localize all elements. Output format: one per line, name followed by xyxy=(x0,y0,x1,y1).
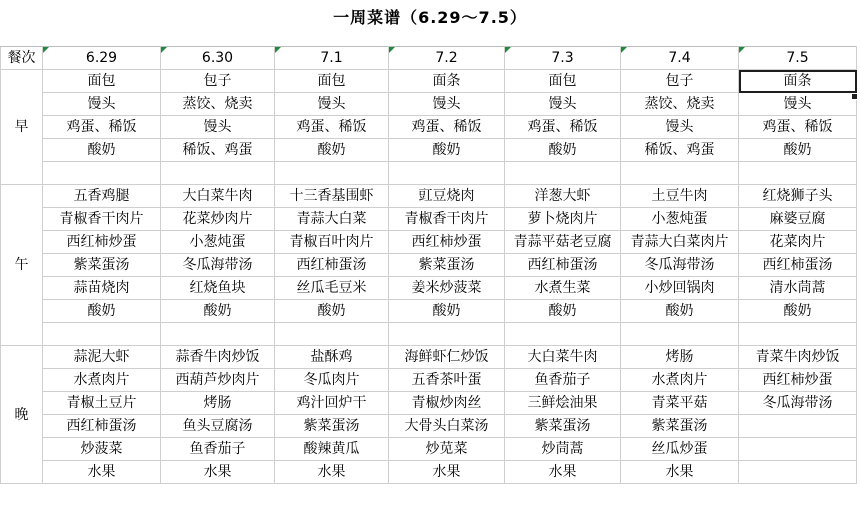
breakfast-row xyxy=(1,70,857,93)
dish-cell[interactable]: 青菜牛肉炒饭 xyxy=(739,346,857,369)
lunch-row xyxy=(1,300,857,323)
dish-cell[interactable]: 鸡蛋、稀饭 xyxy=(275,116,389,139)
dish-cell[interactable]: 西红柿蛋汤 xyxy=(275,254,389,277)
dish-cell[interactable]: 鸡蛋、稀饭 xyxy=(739,116,857,139)
selection-fill-handle[interactable] xyxy=(851,93,858,100)
dish-cell[interactable]: 酸奶 xyxy=(739,139,857,162)
breakfast-row xyxy=(1,116,857,139)
date-header-cell[interactable]: 7.1 xyxy=(275,47,389,70)
dish-cell[interactable]: 酸奶 xyxy=(43,300,161,323)
date-header-cell[interactable]: 7.4 xyxy=(621,47,739,70)
dish-cell[interactable]: 馒头 xyxy=(739,93,857,116)
page-title: 一周菜谱（6.29～7.5） xyxy=(333,8,527,27)
dish-cell[interactable]: 土豆牛肉 xyxy=(621,185,739,208)
dish-cell[interactable]: 鱼香茄子 xyxy=(161,438,275,461)
header-row xyxy=(1,47,857,70)
dish-cell[interactable] xyxy=(43,323,161,346)
dish-cell[interactable] xyxy=(389,323,505,346)
dish-cell[interactable] xyxy=(43,162,161,185)
dish-cell[interactable]: 水果 xyxy=(505,461,621,484)
dish-cell[interactable]: 青蒜大白菜 xyxy=(275,208,389,231)
dish-cell[interactable]: 西红柿炒蛋 xyxy=(389,231,505,254)
dish-cell[interactable]: 豇豆烧肉 xyxy=(389,185,505,208)
dish-cell[interactable]: 三鲜烩油果 xyxy=(505,392,621,415)
dish-cell[interactable] xyxy=(621,323,739,346)
dish-cell[interactable]: 青椒香干肉片 xyxy=(389,208,505,231)
dish-cell[interactable]: 稀饭、鸡蛋 xyxy=(621,139,739,162)
date-header-cell[interactable]: 6.29 xyxy=(43,47,161,70)
dish-cell[interactable]: 蒜香牛肉炒饭 xyxy=(161,346,275,369)
dish-cell[interactable]: 五香茶叶蛋 xyxy=(389,369,505,392)
dish-cell[interactable]: 水果 xyxy=(161,461,275,484)
dish-cell[interactable]: 花菜肉片 xyxy=(739,231,857,254)
lunch-row xyxy=(1,231,857,254)
dish-cell[interactable]: 蒜苗烧肉 xyxy=(43,277,161,300)
dish-cell[interactable]: 烤肠 xyxy=(621,346,739,369)
dish-cell[interactable]: 酸奶 xyxy=(161,300,275,323)
dish-cell[interactable]: 酸奶 xyxy=(621,300,739,323)
dish-cell[interactable]: 洋葱大虾 xyxy=(505,185,621,208)
dish-cell[interactable]: 酸奶 xyxy=(389,139,505,162)
dinner-row xyxy=(1,461,857,484)
dish-cell[interactable]: 紫菜蛋汤 xyxy=(275,415,389,438)
dish-cell[interactable]: 冬瓜海带汤 xyxy=(739,392,857,415)
dish-cell[interactable]: 小葱炖蛋 xyxy=(621,208,739,231)
dish-cell[interactable]: 五香鸡腿 xyxy=(43,185,161,208)
dish-cell[interactable] xyxy=(621,162,739,185)
dish-cell[interactable]: 酸奶 xyxy=(505,300,621,323)
dish-cell[interactable]: 水果 xyxy=(43,461,161,484)
dish-cell[interactable]: 水果 xyxy=(275,461,389,484)
dish-cell[interactable]: 紫菜蛋汤 xyxy=(621,415,739,438)
dish-cell[interactable] xyxy=(505,162,621,185)
dish-cell[interactable]: 清水茼蒿 xyxy=(739,277,857,300)
dish-cell[interactable]: 冬瓜海带汤 xyxy=(161,254,275,277)
dish-cell[interactable]: 大骨头白菜汤 xyxy=(389,415,505,438)
dish-cell[interactable]: 青椒香干肉片 xyxy=(43,208,161,231)
dish-cell[interactable]: 水煮肉片 xyxy=(621,369,739,392)
dish-cell[interactable] xyxy=(739,323,857,346)
dish-cell[interactable]: 红烧狮子头 xyxy=(739,185,857,208)
dish-cell[interactable]: 面条 xyxy=(739,70,857,93)
dish-cell[interactable]: 冬瓜肉片 xyxy=(275,369,389,392)
dinner-row xyxy=(1,415,857,438)
dish-cell[interactable]: 红烧鱼块 xyxy=(161,277,275,300)
dish-cell[interactable]: 蒸饺、烧卖 xyxy=(621,93,739,116)
dish-cell[interactable]: 小葱炖蛋 xyxy=(161,231,275,254)
dish-cell[interactable]: 青椒炒肉丝 xyxy=(389,392,505,415)
dish-cell[interactable] xyxy=(739,415,857,438)
date-header-cell[interactable]: 7.5 xyxy=(739,47,857,70)
dish-cell[interactable]: 面条 xyxy=(389,70,505,93)
dish-cell[interactable] xyxy=(739,438,857,461)
dish-cell[interactable]: 西红柿炒蛋 xyxy=(43,231,161,254)
dish-cell[interactable]: 面包 xyxy=(505,70,621,93)
lunch-row xyxy=(1,185,857,208)
dish-cell[interactable]: 酸奶 xyxy=(275,300,389,323)
dinner-row xyxy=(1,438,857,461)
dish-cell[interactable]: 馒头 xyxy=(621,116,739,139)
date-header-cell[interactable]: 7.2 xyxy=(389,47,505,70)
dish-cell[interactable]: 馒头 xyxy=(161,116,275,139)
dish-cell[interactable]: 大白菜牛肉 xyxy=(161,185,275,208)
dish-cell[interactable]: 面包 xyxy=(275,70,389,93)
breakfast-row xyxy=(1,93,857,116)
dish-cell[interactable]: 酸奶 xyxy=(389,300,505,323)
dish-cell[interactable]: 花菜炒肉片 xyxy=(161,208,275,231)
dish-cell[interactable]: 蒜泥大虾 xyxy=(43,346,161,369)
dish-cell[interactable]: 大白菜牛肉 xyxy=(505,346,621,369)
dish-cell[interactable]: 酸奶 xyxy=(739,300,857,323)
dish-cell[interactable]: 姜米炒菠菜 xyxy=(389,277,505,300)
dish-cell[interactable]: 西红柿蛋汤 xyxy=(43,415,161,438)
breakfast-label-cell[interactable]: 早 xyxy=(1,70,43,185)
dish-cell[interactable]: 蒸饺、烧卖 xyxy=(161,93,275,116)
dish-cell[interactable]: 鱼头豆腐汤 xyxy=(161,415,275,438)
dish-cell[interactable]: 鸡汁回炉干 xyxy=(275,392,389,415)
dish-cell[interactable]: 青蒜大白菜肉片 xyxy=(621,231,739,254)
dish-cell[interactable]: 馒头 xyxy=(275,93,389,116)
dish-cell[interactable]: 海鲜虾仁炒饭 xyxy=(389,346,505,369)
dish-cell[interactable]: 包子 xyxy=(621,70,739,93)
dish-cell[interactable]: 酸奶 xyxy=(43,139,161,162)
dish-cell[interactable]: 鸡蛋、稀饭 xyxy=(505,116,621,139)
meal-header-cell[interactable]: 餐次 xyxy=(1,47,43,70)
lunch-row xyxy=(1,254,857,277)
dish-cell[interactable]: 西葫芦炒肉片 xyxy=(161,369,275,392)
dish-cell[interactable]: 紫菜蛋汤 xyxy=(389,254,505,277)
dish-cell[interactable]: 烤肠 xyxy=(161,392,275,415)
dish-cell[interactable]: 鸡蛋、稀饭 xyxy=(389,116,505,139)
dish-cell[interactable] xyxy=(739,461,857,484)
dish-cell[interactable] xyxy=(389,162,505,185)
dish-cell[interactable]: 馒头 xyxy=(505,93,621,116)
dish-cell[interactable] xyxy=(275,323,389,346)
dish-cell[interactable]: 青椒土豆片 xyxy=(43,392,161,415)
dish-cell[interactable]: 西红柿蛋汤 xyxy=(739,254,857,277)
date-header-cell[interactable]: 6.30 xyxy=(161,47,275,70)
dish-cell[interactable]: 炒菠菜 xyxy=(43,438,161,461)
dish-cell[interactable] xyxy=(161,162,275,185)
dish-cell[interactable]: 炒苋菜 xyxy=(389,438,505,461)
lunch-label-cell[interactable]: 午 xyxy=(1,185,43,346)
dish-cell[interactable]: 丝瓜炒蛋 xyxy=(621,438,739,461)
dish-cell[interactable]: 水煮肉片 xyxy=(43,369,161,392)
dish-cell[interactable]: 紫菜蛋汤 xyxy=(43,254,161,277)
dish-cell[interactable]: 包子 xyxy=(161,70,275,93)
dish-cell[interactable]: 馒头 xyxy=(389,93,505,116)
dish-cell[interactable] xyxy=(739,162,857,185)
dish-cell[interactable] xyxy=(505,323,621,346)
dish-cell[interactable]: 冬瓜海带汤 xyxy=(621,254,739,277)
dish-cell[interactable]: 酸奶 xyxy=(505,139,621,162)
dish-cell[interactable]: 青蒜平菇老豆腐 xyxy=(505,231,621,254)
dish-cell[interactable]: 鱼香茄子 xyxy=(505,369,621,392)
dish-cell[interactable]: 盐酥鸡 xyxy=(275,346,389,369)
dish-cell[interactable]: 炒茼蒿 xyxy=(505,438,621,461)
weekly-menu-table xyxy=(0,46,857,484)
dish-cell[interactable]: 水果 xyxy=(621,461,739,484)
dish-cell[interactable]: 鸡蛋、稀饭 xyxy=(43,116,161,139)
dish-cell[interactable]: 麻婆豆腐 xyxy=(739,208,857,231)
dinner-row xyxy=(1,369,857,392)
dish-cell[interactable] xyxy=(275,162,389,185)
lunch-row xyxy=(1,208,857,231)
breakfast-row xyxy=(1,139,857,162)
dish-cell[interactable]: 馒头 xyxy=(43,93,161,116)
breakfast-row xyxy=(1,162,857,185)
dish-cell[interactable]: 小炒回锅肉 xyxy=(621,277,739,300)
dinner-row xyxy=(1,346,857,369)
dish-cell[interactable]: 西红柿炒蛋 xyxy=(739,369,857,392)
dish-cell[interactable]: 面包 xyxy=(43,70,161,93)
lunch-row xyxy=(1,323,857,346)
dish-cell[interactable]: 紫菜蛋汤 xyxy=(505,415,621,438)
dish-cell[interactable]: 青椒百叶肉片 xyxy=(275,231,389,254)
dish-cell[interactable]: 酸辣黄瓜 xyxy=(275,438,389,461)
dish-cell[interactable]: 稀饭、鸡蛋 xyxy=(161,139,275,162)
dish-cell[interactable]: 西红柿蛋汤 xyxy=(505,254,621,277)
dish-cell[interactable]: 丝瓜毛豆米 xyxy=(275,277,389,300)
dish-cell[interactable]: 水煮生菜 xyxy=(505,277,621,300)
dinner-label-cell[interactable]: 晚 xyxy=(1,346,43,484)
dish-cell[interactable]: 青菜平菇 xyxy=(621,392,739,415)
dish-cell[interactable]: 水果 xyxy=(389,461,505,484)
dish-cell[interactable]: 十三香基围虾 xyxy=(275,185,389,208)
date-header-cell[interactable]: 7.3 xyxy=(505,47,621,70)
dish-cell[interactable]: 萝卜烧肉片 xyxy=(505,208,621,231)
dish-cell[interactable]: 酸奶 xyxy=(275,139,389,162)
dish-cell[interactable] xyxy=(161,323,275,346)
dinner-row xyxy=(1,392,857,415)
lunch-row xyxy=(1,277,857,300)
